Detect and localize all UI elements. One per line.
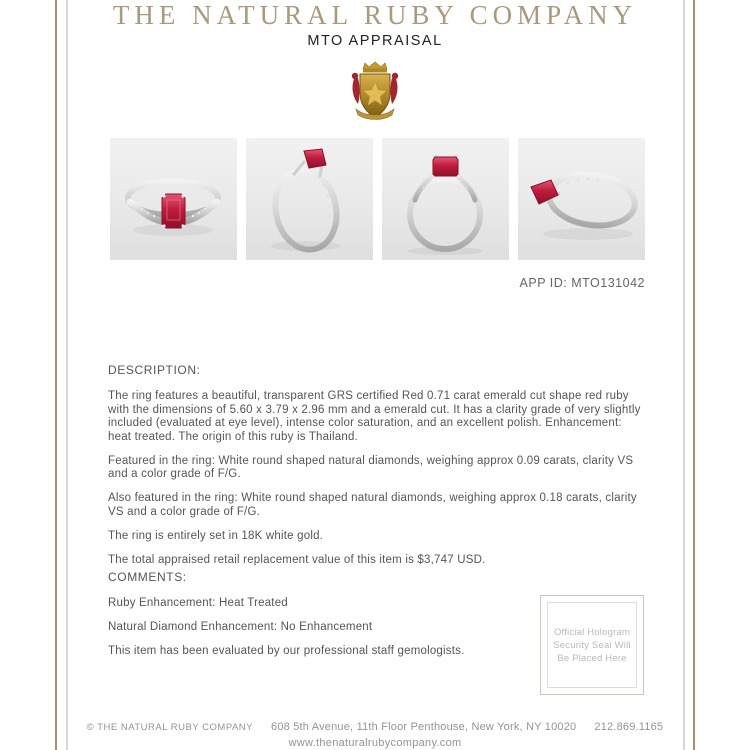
- frame-line-gray-left: [66, 0, 68, 750]
- comment-line: Ruby Enhancement: Heat Treated: [108, 597, 288, 609]
- app-id-label: APP ID: MTO131042: [519, 276, 645, 290]
- footer-address: 608 5th Avenue, 11th Floor Penthouse, New York, NY 10020: [271, 721, 577, 733]
- description-paragraph: Featured in the ring: White round shaped natural diamonds, weighing approx 0.09 carats, clarity VS and a color grade of F/G.: [108, 454, 634, 480]
- description-paragraph: The ring features a beautiful, transparent GRS certified Red 0.71 carat emerald cut shape red ruby with the dimensions of 5.60 x 3.79 x 2.96 mm and a emerald cut. It has a clarity grade of very slightly included (evaluated at eye level), intense color saturation, and an excellent polish. Enhancement: heat treated. The origin of this ruby is Thailand.: [108, 390, 641, 443]
- frame-line-tan-left: [55, 0, 57, 750]
- description-section: [108, 363, 648, 578]
- ring-photo-upright-view: [382, 138, 509, 260]
- comment-line: Natural Diamond Enhancement: No Enhancement: [108, 621, 373, 633]
- company-crest-icon: [349, 61, 401, 125]
- description-paragraph: The ring is entirely set in 18K white gold.: [108, 529, 324, 542]
- document-subtitle: MTO APPRAISAL: [307, 33, 443, 49]
- hologram-text-line: Be Placed Here: [557, 652, 627, 664]
- comments-section: [108, 570, 538, 669]
- description-heading: DESCRIPTION:: [108, 363, 201, 377]
- company-name: THE NATURAL RUBY COMPANY: [112, 0, 638, 30]
- hologram-text-line: Official Hologram: [553, 626, 631, 638]
- hologram-seal-placeholder: [540, 595, 644, 695]
- footer-phone: 212.869.1165: [594, 721, 664, 733]
- ring-photo-tilted-view: [246, 138, 373, 260]
- comment-line: This item has been evaluated by our professional staff gemologists.: [108, 645, 465, 657]
- footer-copyright: © THE NATURAL RUBY COMPANY: [86, 722, 253, 733]
- ring-photo-gallery: [110, 138, 645, 260]
- hologram-seal-inner: [547, 602, 637, 688]
- ring-photo-side-view: [518, 138, 645, 260]
- description-paragraph: Also featured in the ring: White round shaped natural diamonds, weighing approx 0.18 carats, clarity VS and a color grade of F/G.: [108, 492, 637, 518]
- footer-contact-row: [0, 721, 750, 733]
- description-paragraph: The total appraised retail replacement value of this item is $3,747 USD.: [108, 553, 486, 566]
- frame-line-gray-right: [683, 0, 685, 750]
- ring-photo-front-view: [110, 138, 237, 260]
- hologram-text-line: Security Seal Will: [553, 639, 631, 651]
- footer-website: www.thenaturalrubycompany.com: [288, 737, 462, 749]
- frame-line-tan-right: [693, 0, 695, 750]
- comments-heading: COMMENTS:: [108, 570, 187, 584]
